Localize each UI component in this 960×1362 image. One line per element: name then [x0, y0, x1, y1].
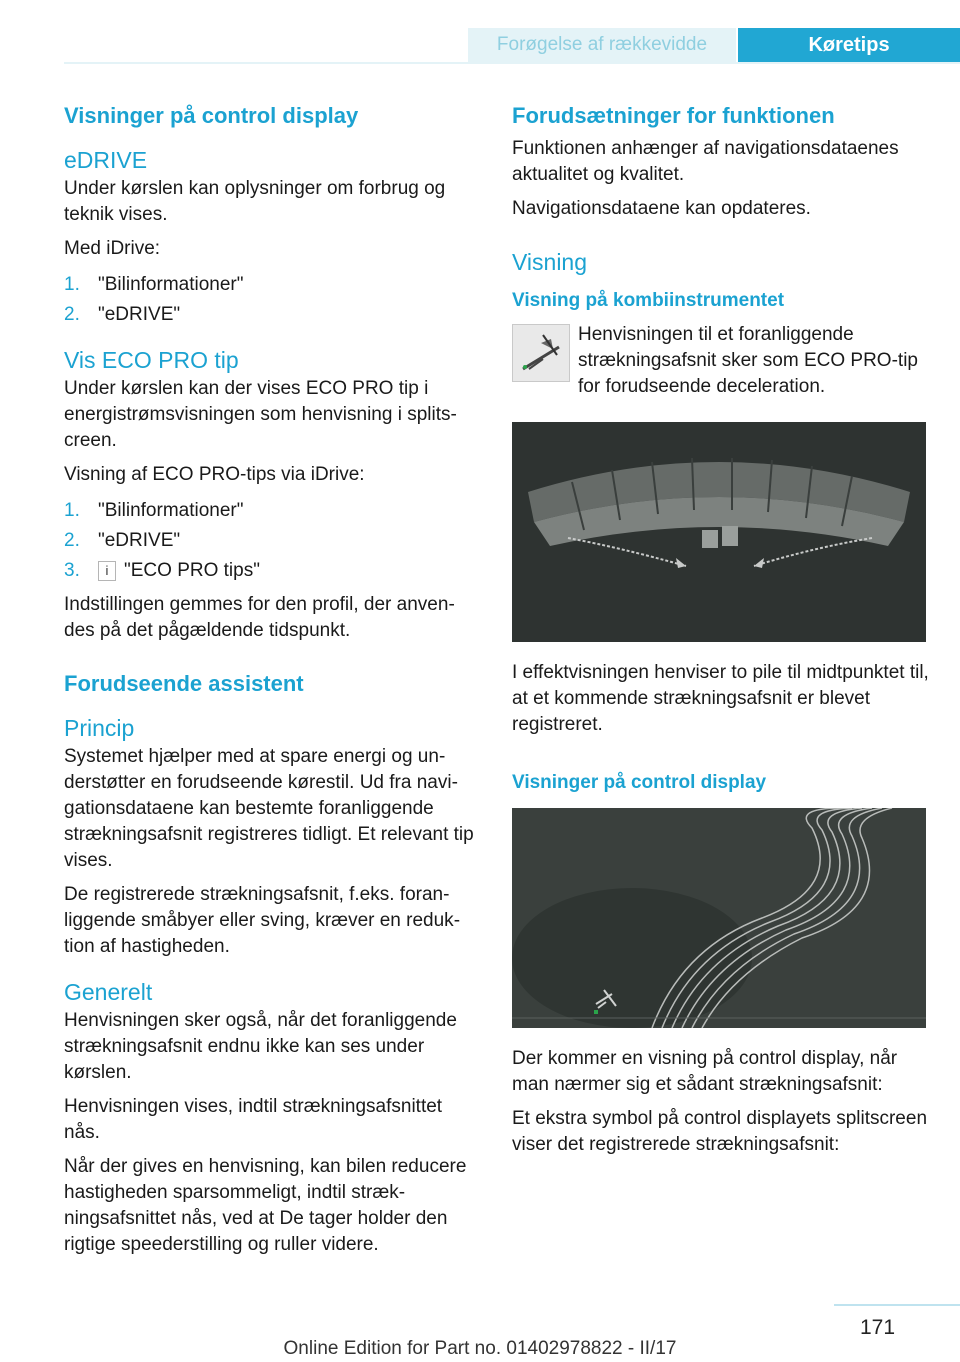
general-paragraph-1: Henvisningen sker også, når det foranliggende strækningsafsnit endnu ikke kan ses under kørslen. — [64, 1010, 457, 1083]
deceleration-symbol-icon — [512, 324, 570, 382]
step-number: 1. — [64, 274, 80, 295]
eco-profile-note: Indstillingen gemmes for den profil, der anvendes på det pågældende tidspunkt. — [64, 594, 455, 641]
control-display-image — [512, 808, 926, 1028]
control-paragraph-2: Et ekstra symbol på control displayets splitscreen viser det registrerede strækningsafsnit: — [512, 1108, 928, 1155]
step-number: 1. — [64, 500, 80, 521]
header-section-tab: Forøgelse af rækkevidde — [468, 28, 736, 62]
section-title-prerequisites: Forudsætninger for funktionen — [512, 103, 835, 128]
edrive-paragraph: Under kørslen kan oplysninger om forbrug og teknik vises. — [64, 178, 446, 225]
heading-eco-pro-tip: Vis ECO PRO tip — [64, 347, 239, 373]
footer-rule — [834, 1304, 960, 1306]
page-number: 171 — [860, 1316, 896, 1339]
step-text: "Bilinformationer" — [98, 500, 244, 521]
general-paragraph-2: Henvisningen vises, indtil strækningsafsnittet nås. — [64, 1096, 443, 1143]
list-item — [64, 556, 476, 586]
list-item — [64, 526, 476, 556]
cluster-symbol-row — [512, 322, 930, 412]
heading-edrive: eDRIVE — [64, 147, 148, 173]
step-text: "Bilinformationer" — [98, 274, 244, 295]
list-item — [64, 496, 476, 526]
effect-display-image — [512, 422, 926, 642]
general-paragraph-3: Når der gives en henvisning, kan bilen reducere hastigheden sparsommeligt, indtil strækningsafsnittet nås, ved at De tager holder den rigtige speederstilling og ruller videre. — [64, 1156, 467, 1255]
section-title-assistant: Forudseende assistent — [64, 671, 304, 696]
principle-paragraph-2: De registrerede strækningsafsnit, f.eks. foranliggende småbyer eller sving, kræver en reduktion af hastigheden. — [64, 884, 461, 957]
subheading-control-display: Visninger på control display — [512, 772, 767, 793]
subheading-cluster: Visning på kombiinstrumentet — [512, 290, 785, 311]
step-number: 2. — [64, 304, 80, 325]
control-paragraph-1: Der kommer en visning på control display, når man nærmer sig et sådant strækningsafsnit: — [512, 1048, 898, 1095]
edrive-steps — [64, 270, 476, 330]
cluster-symbol-text: Henvisningen til et foranliggende strækningsafsnit sker som ECO PRO-tip for forudseende deceleration. — [578, 324, 918, 397]
list-item — [64, 300, 476, 330]
right-column — [512, 100, 930, 1166]
heading-principle: Princip — [64, 715, 135, 741]
step-number: 3. — [64, 560, 80, 581]
left-column — [64, 100, 476, 1266]
prereq-paragraph-1: Funktionen anhænger af navigationsdataenes aktualitet og kvalitet. — [512, 138, 899, 185]
step-text: "ECO PRO tips" — [124, 560, 260, 581]
eco-paragraph: Under kørslen kan der vises ECO PRO tip i energistrømsvisningen som henvisning i splitscreen. — [64, 378, 457, 451]
eco-steps — [64, 496, 476, 586]
step-number: 2. — [64, 530, 80, 551]
info-icon: i — [98, 561, 116, 581]
effect-paragraph: I effektvisningen henviser to pile til midtpunktet til, at et kommende strækningsafsnit er blevet registreret. — [512, 662, 929, 735]
eco-idrive-label: Visning af ECO PRO-tips via iDrive: — [64, 464, 365, 485]
principle-paragraph-1: Systemet hjælper med at spare energi og understøtter en forudseende kørestil. Ud fra navigationsdataene kan bestemte foranliggende strækningsafsnit registreres tidligt. Et relevant tip vises. — [64, 746, 474, 871]
prereq-paragraph-2: Navigationsdataene kan opdateres. — [512, 198, 811, 219]
edrive-idrive-label: Med iDrive: — [64, 238, 161, 259]
step-text: "eDRIVE" — [98, 304, 181, 325]
heading-general: Generelt — [64, 979, 153, 1005]
section-title-control-display: Visninger på control display — [64, 103, 359, 128]
step-text: "eDRIVE" — [98, 530, 181, 551]
header-chapter-tab: Køretips — [738, 28, 960, 62]
heading-display: Visning — [512, 249, 588, 275]
list-item — [64, 270, 476, 300]
header-rule — [64, 62, 960, 64]
footer-edition: Online Edition for Part no. 01402978822 - II/17 — [283, 1338, 677, 1359]
